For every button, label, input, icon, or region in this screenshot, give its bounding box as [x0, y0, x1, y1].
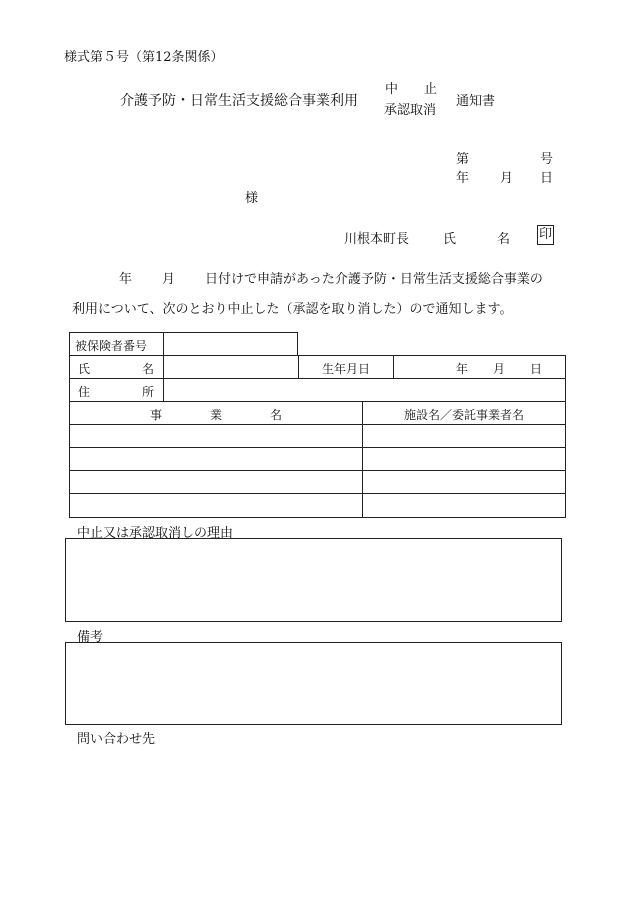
- reason-label: 中止又は承認取消しの理由: [77, 526, 234, 541]
- name-label-b: 名: [142, 362, 155, 376]
- birth-month: 月: [493, 362, 506, 376]
- issuer-name-label-2: 名: [497, 232, 511, 247]
- name-label-a: 氏: [78, 362, 91, 376]
- body-line1: 日付けで申請があった介護予防・日常生活支援総合事業の: [205, 272, 543, 287]
- number-go: 号: [540, 152, 554, 167]
- title-option-top-b: 止: [424, 82, 438, 97]
- divider: [298, 355, 299, 378]
- title-suffix: 通知書: [456, 94, 496, 109]
- business-header-1: 事: [150, 408, 163, 422]
- address-label-b: 所: [142, 385, 155, 399]
- divider: [69, 401, 566, 402]
- facility-header: 施設名／委託事業者名: [404, 408, 525, 422]
- birth-year: 年: [456, 362, 469, 376]
- divider: [69, 447, 566, 448]
- form-number: 様式第５号（第12条関係）: [64, 50, 224, 65]
- divider: [362, 401, 363, 518]
- divider: [69, 493, 566, 494]
- number-dai: 第: [456, 152, 470, 167]
- divider: [69, 424, 566, 425]
- contact-label: 問い合わせ先: [77, 732, 156, 747]
- seal-mark: 印: [537, 225, 554, 245]
- divider: [69, 470, 566, 471]
- remarks-label: 備考: [77, 630, 104, 645]
- body-date-month: 月: [162, 272, 176, 287]
- title-main: 介護予防・日常生活支援総合事業利用: [120, 93, 358, 109]
- divider: [163, 332, 164, 356]
- body-date-year: 年: [119, 272, 133, 287]
- date-month: 月: [500, 171, 514, 186]
- date-day: 日: [540, 171, 554, 186]
- remarks-box: [65, 642, 562, 725]
- divider: [69, 378, 566, 379]
- insured-number-label: 被保険者番号: [75, 339, 148, 353]
- reason-box: [65, 538, 562, 622]
- address-label-a: 住: [78, 385, 91, 399]
- birth-day: 日: [530, 362, 543, 376]
- divider: [163, 355, 164, 401]
- issuer-name-label-1: 氏: [443, 232, 457, 247]
- birthdate-label: 生年月日: [322, 362, 371, 376]
- title-option-top-a: 中: [385, 82, 399, 97]
- business-header-2: 業: [210, 408, 223, 422]
- date-year: 年: [456, 171, 470, 186]
- divider: [393, 355, 394, 378]
- body-line2: 利用について、次のとおり中止した（承認を取り消した）ので通知します。: [72, 302, 513, 317]
- addressee-suffix: 様: [245, 191, 259, 206]
- business-header-3: 名: [270, 408, 283, 422]
- issuer-title: 川根本町長: [344, 232, 410, 247]
- title-option-bottom: 承認取消: [384, 103, 437, 118]
